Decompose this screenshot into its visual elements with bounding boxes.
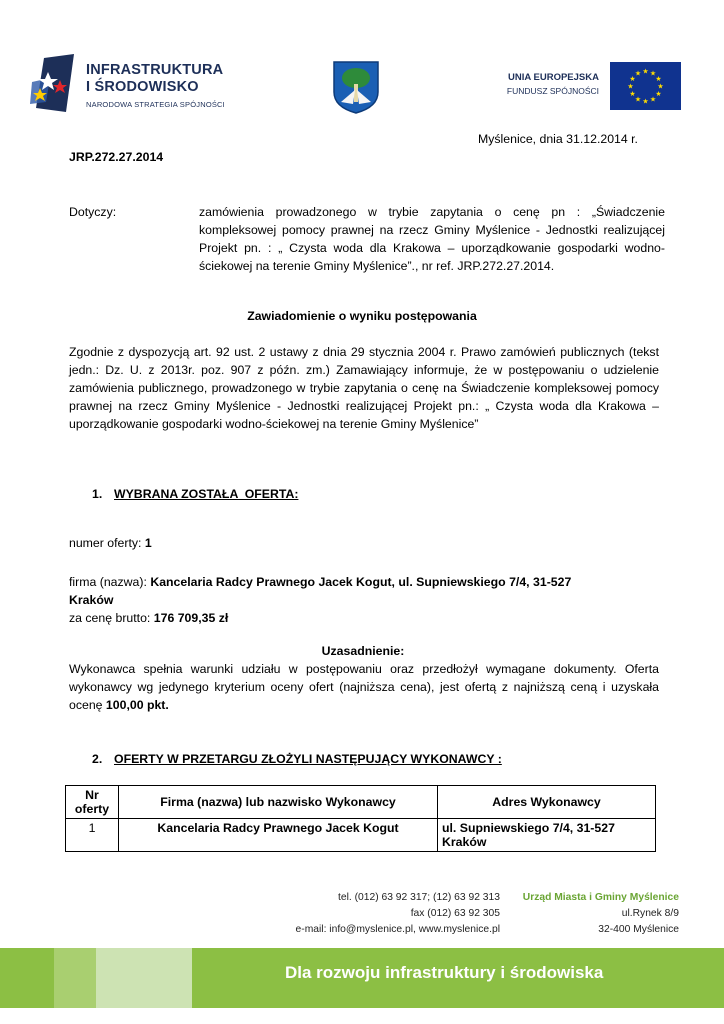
eu-star-icon: ★ [649, 96, 657, 104]
table-row [66, 819, 656, 852]
justification-score: 100,00 pkt. [105, 698, 169, 712]
logo-subtitle: NARODOWA STRATEGIA SPÓJNOŚCI [86, 100, 225, 109]
price-value: 176 709,35 zł [153, 611, 229, 625]
footer-bar-accent [54, 948, 96, 1008]
justification-text: Wykonawca spełnia warunki udziału w postępowaniu oraz przedłożył wymagane dokumenty. Oferta wykonawcy wg jedynego kryterium oceny ofert (najniższa cena), jest ofertą z najniższą ceną i uzyskała ocenę [69, 662, 659, 712]
eu-star-icon: ★ [655, 76, 662, 83]
footer-bar-accent [96, 948, 192, 1008]
office-name: Urząd Miasta i Gminy Myślenice [522, 892, 679, 903]
eu-label [502, 72, 599, 96]
footer-tel: tel. (012) 63 92 317; (12) 63 92 313 [337, 892, 500, 903]
section2-number: 2. [92, 752, 103, 766]
eu-star-icon: ★ [634, 96, 642, 104]
footer-contact [290, 890, 500, 938]
footer-office [480, 890, 679, 938]
eu-star-icon: ★ [627, 83, 634, 91]
eu-fund: FUNDUSZ SPÓJNOŚCI [506, 86, 599, 96]
section1-title: WYBRANA ZOSTAŁA OFERTA: [114, 487, 299, 501]
table-header-cell: Nr oferty [66, 786, 119, 819]
eu-star-icon: ★ [642, 68, 649, 76]
offer-number [69, 534, 152, 552]
footer-fax: fax (012) 63 92 305 [410, 908, 500, 919]
firm-info [69, 573, 669, 609]
table-cell: 1 [66, 819, 119, 852]
table-cell: ul. Supniewskiego 7/4, 31-527 Kraków [438, 819, 656, 852]
footer-email: e-mail: info@myslenice.pl, www.myslenice.pl [295, 924, 500, 935]
table-header-cell: Adres Wykonawcy [438, 786, 656, 819]
eu-star-icon: ★ [629, 91, 636, 98]
office-city: 32-400 Myślenice [598, 924, 679, 935]
notice-title: Zawiadomienie o wyniku postępowania [247, 309, 477, 323]
myslenice-crest-icon [331, 60, 381, 114]
firm-value: Kancelaria Radcy Prawnego Jacek Kogut, ul. Supniewskiego 7/4, 31-527 [150, 575, 572, 589]
eu-flag-icon [610, 62, 681, 110]
eu-star-icon: ★ [657, 83, 664, 91]
firm-city: Kraków [69, 593, 114, 607]
eu-title: UNIA EUROPEJSKA [508, 72, 599, 83]
offer-number-label: numer oferty: [69, 536, 145, 550]
section2-title: OFERTY W PRZETARGU ZŁOŻYLI NASTĘPUJĄCY WYKONAWCY : [114, 752, 502, 766]
place-date: Myślenice, dnia 31.12.2014 r. [478, 132, 638, 146]
price-label: za cenę brutto: [69, 611, 154, 625]
justification-title: Uzasadnienie: [321, 644, 405, 658]
eu-star-icon: ★ [655, 91, 662, 98]
offer-number-value: 1 [144, 536, 152, 550]
intro-paragraph: Zgodnie z dyspozycją art. 92 ust. 2 ustawy z dnia 29 stycznia 2004 r. Prawo zamówień publicznych (tekst jedn.: Dz. U. z 2013r. poz. 907 z późn. zm.) Zamawiający informuje, że w postępowaniu o udzielenie zamówienia publicznego, prowadzonego w trybie zapytania o cenę na Świadczenie kompleksowej pomocy prawnej na rzecz Gminy Myślenice - Jednostki realizującej Projekt pn.: „ Czysta woda dla Krakowa – uporządkowanie gospodarki wodno-ściekowej na terenie Gminy Myślenice” [69, 345, 659, 431]
reference-number: JRP.272.27.2014 [69, 150, 164, 164]
table-header-cell: Firma (nazwa) lub nazwisko Wykonawcy [119, 786, 438, 819]
eu-star-icon: ★ [629, 76, 636, 83]
table-cell: Kancelaria Radcy Prawnego Jacek Kogut [119, 819, 438, 852]
eu-star-icon: ★ [649, 70, 657, 78]
eu-star-icon: ★ [634, 70, 642, 78]
office-street: ul.Rynek 8/9 [621, 908, 679, 919]
offers-table [65, 785, 656, 852]
table-header-row [66, 786, 656, 819]
section1-number: 1. [92, 487, 103, 501]
eu-star-icon: ★ [642, 98, 649, 106]
regarding-text: zamówienia prowadzonego w trybie zapytania o cenę pn : „Świadczenie kompleksowej pomocy prawnej na rzecz Gminy Myślenice - Jednostki realizującej Projekt pn. : „ Czysta woda dla Krakowa – uporządkowanie gospodarki wodno-ściekowej na terenie Gminy Myślenice”., nr ref. JRP.272.27.2014. [199, 205, 665, 273]
regarding-label: Dotyczy: [69, 205, 117, 219]
price [69, 609, 228, 627]
strategy-flag-icon [30, 52, 80, 116]
logo-title: INFRASTRUKTURA I ŚRODOWISKO [86, 62, 224, 95]
infrastruktura-logo [30, 52, 235, 118]
justification-paragraph [69, 660, 659, 714]
firm-label: firma (nazwa): [69, 575, 151, 589]
footer-slogan: Dla rozwoju infrastruktury i środowiska [285, 963, 604, 982]
